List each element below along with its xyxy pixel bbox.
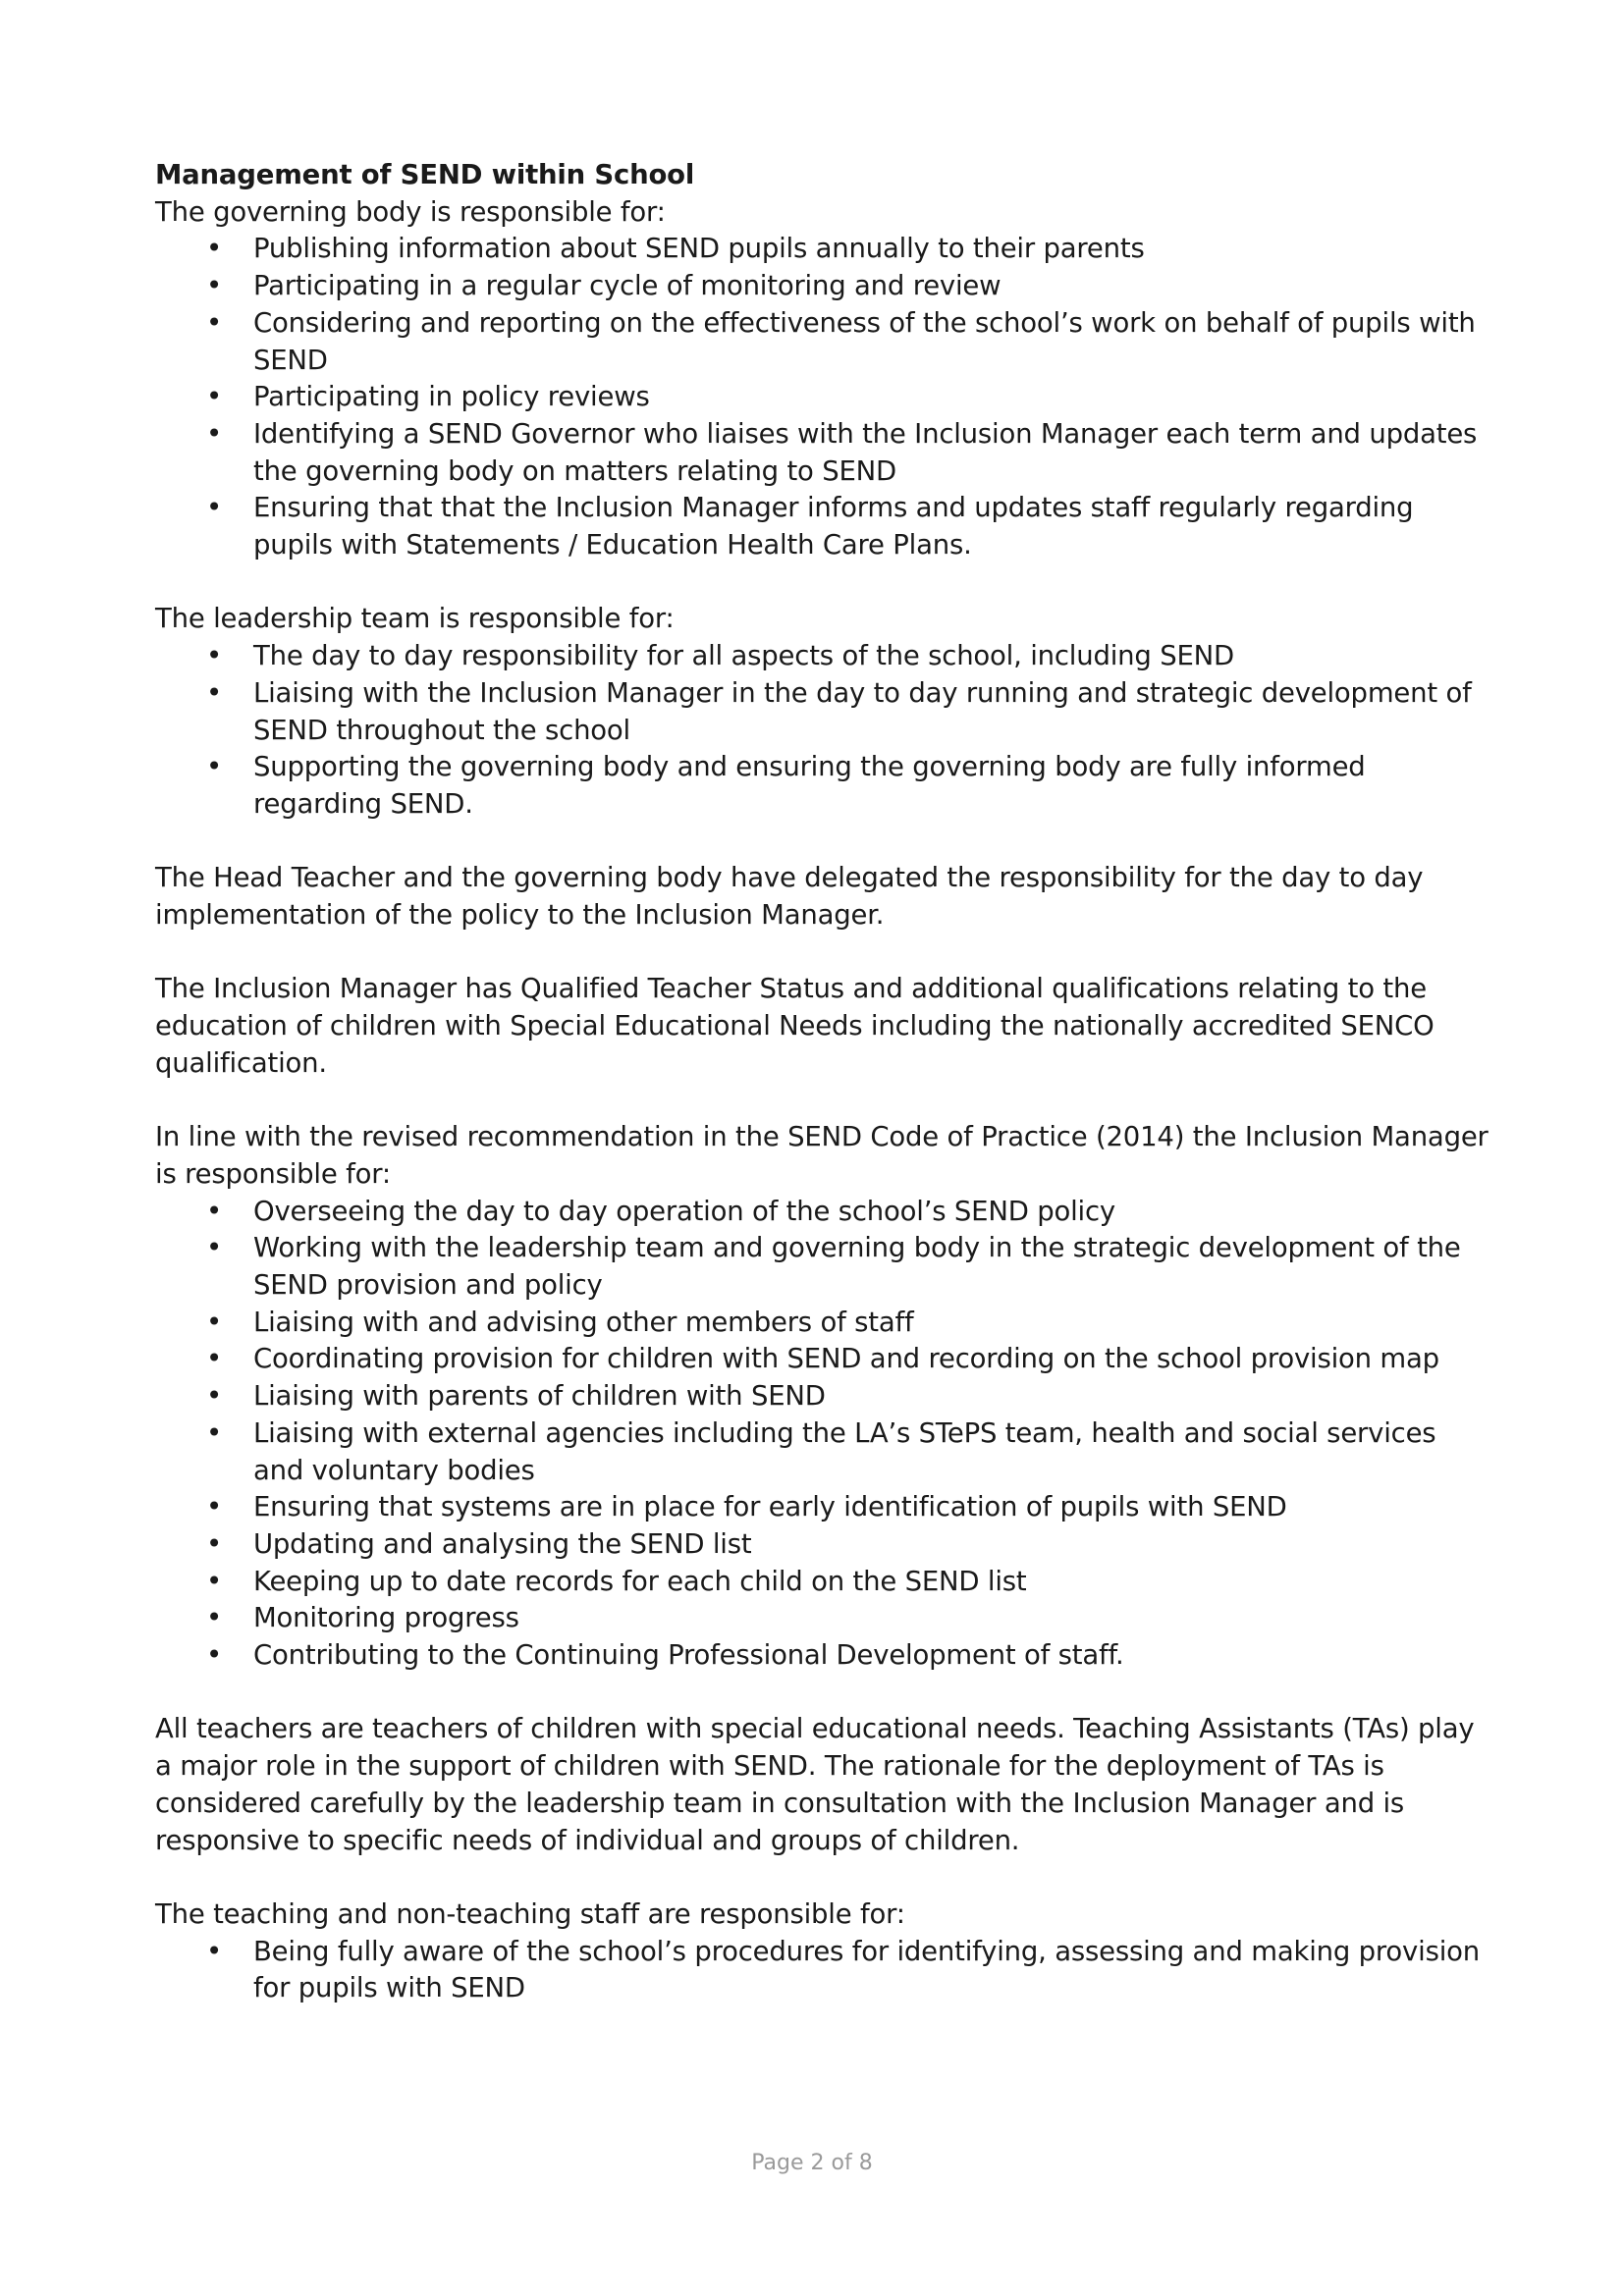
inclusion-manager-list (155, 1194, 1490, 1675)
staff-intro: The teaching and non-teaching staff are responsible for: (155, 1897, 905, 1930)
document-page (155, 157, 1490, 2007)
list-item: • Ensuring that systems are in place for early identification of pupils with SEND (155, 1489, 1490, 1526)
leadership-team-intro: The leadership team is responsible for: (155, 603, 675, 635)
list-item: • Overseeing the day to day operation of the school’s SEND policy (155, 1194, 1490, 1231)
list-item: • Working with the leadership team and governing body in the strategic development of the SEND provision and policy (155, 1230, 1490, 1304)
list-item: • Liaising with the Inclusion Manager in the day to day running and strategic development of SEND throughout the school (155, 675, 1490, 749)
staff-list (155, 1934, 1490, 2007)
inclusion-manager-intro: In line with the revised recommendation in the SEND Code of Practice (2014) the Inclusion Manager is responsible for: (155, 1121, 1489, 1190)
list-item: • Contributing to the Continuing Professional Development of staff. (155, 1637, 1490, 1675)
section-heading: Management of SEND within School (155, 159, 695, 190)
spacer (155, 1859, 1490, 1896)
list-item: • Liaising with parents of children with SEND (155, 1378, 1490, 1415)
spacer (155, 934, 1490, 972)
qualifications-paragraph: The Inclusion Manager has Qualified Teacher Status and additional qualifications relating to the education of children with Special Educational Needs including the nationally accredited SENCO qualification. (155, 973, 1435, 1079)
page-number: Page 2 of 8 (751, 2151, 873, 2175)
spacer (155, 824, 1490, 861)
list-item: • Ensuring that that the Inclusion Manager informs and updates staff regularly regarding pupils with Statements / Education Health Care Plans. (155, 490, 1490, 563)
list-item: • Supporting the governing body and ensuring the governing body are fully informed regarding SEND. (155, 749, 1490, 823)
list-item: • Being fully aware of the school’s procedures for identifying, assessing and making provision for pupils with SEND (155, 1934, 1490, 2007)
list-item: • Liaising with external agencies including the LA’s STePS team, health and social services and voluntary bodies (155, 1415, 1490, 1489)
leadership-team-list (155, 638, 1490, 824)
list-item: • Participating in policy reviews (155, 379, 1490, 416)
list-item: • The day to day responsibility for all aspects of the school, including SEND (155, 638, 1490, 675)
list-item: • Updating and analysing the SEND list (155, 1526, 1490, 1564)
delegation-paragraph: The Head Teacher and the governing body have delegated the responsibility for the day to day implementation of the policy to the Inclusion Manager. (155, 862, 1424, 932)
spacer (155, 564, 1490, 602)
list-item: • Participating in a regular cycle of monitoring and review (155, 268, 1490, 305)
list-item: • Coordinating provision for children with SEND and recording on the school provision map (155, 1341, 1490, 1378)
list-item: • Considering and reporting on the effectiveness of the school’s work on behalf of pupils with SEND (155, 305, 1490, 379)
list-item: • Keeping up to date records for each child on the SEND list (155, 1564, 1490, 1601)
list-item: • Publishing information about SEND pupils annually to their parents (155, 231, 1490, 268)
list-item: • Monitoring progress (155, 1600, 1490, 1637)
teachers-paragraph: All teachers are teachers of children with special educational needs. Teaching Assistants (TAs) play a major role in the support of children with SEND. The rationale for the deployment of TAs is considered carefully by the leadership team in consultation with the Inclusion Manager and is responsive to specific needs of individual and groups of children. (155, 1713, 1475, 1856)
governing-body-intro: The governing body is responsible for: (155, 195, 666, 228)
list-item: • Liaising with and advising other members of staff (155, 1305, 1490, 1342)
spacer (155, 1675, 1490, 1712)
spacer (155, 1083, 1490, 1120)
governing-body-list (155, 231, 1490, 563)
list-item: • Identifying a SEND Governor who liaises with the Inclusion Manager each term and updates the governing body on matters relating to SEND (155, 416, 1490, 490)
